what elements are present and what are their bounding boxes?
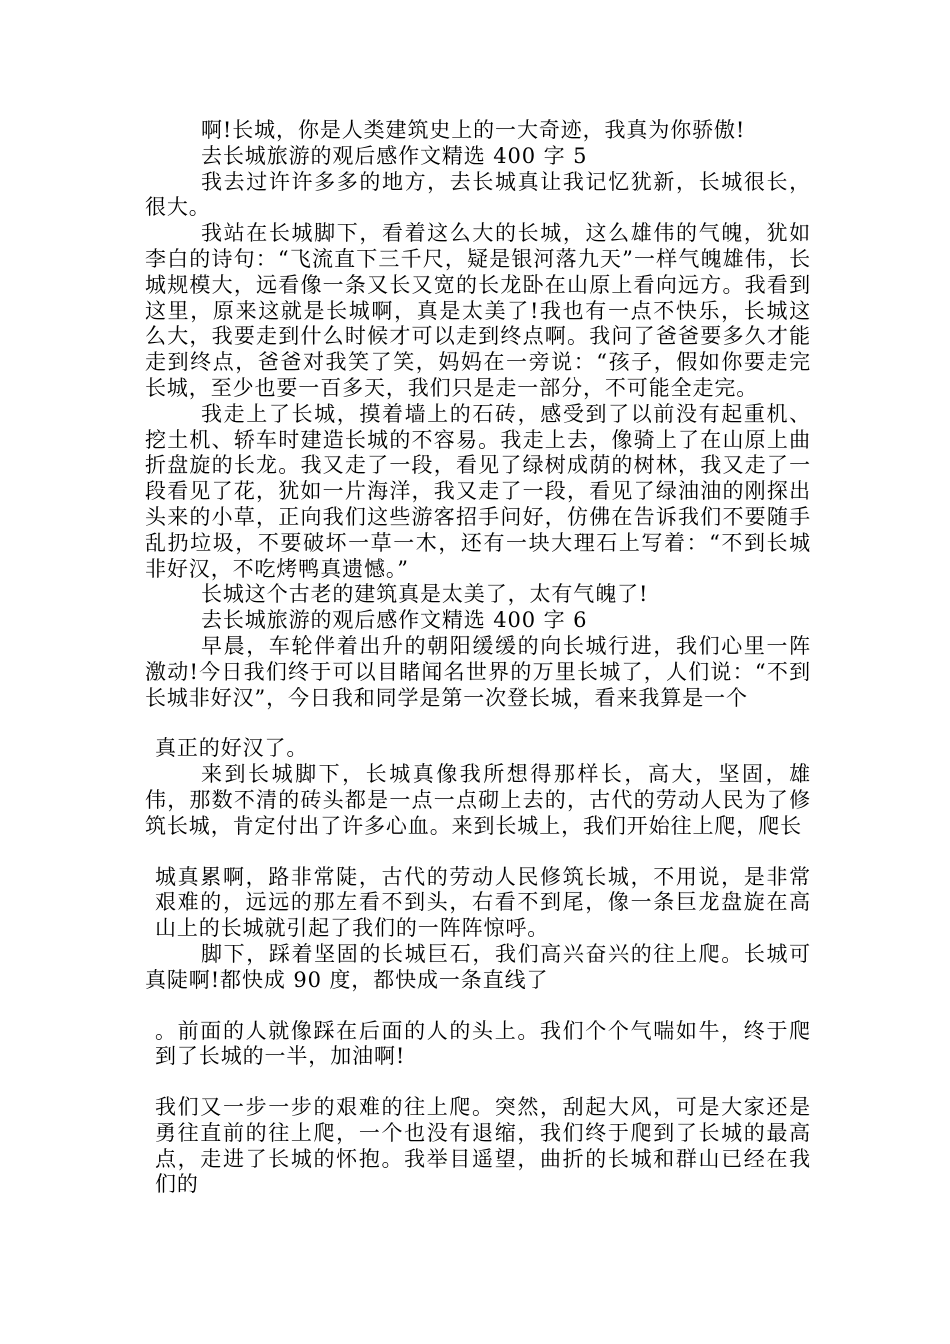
paragraph-intro: 我去过许许多多的地方，去长城真让我记忆犹新，长城很长，很大。 bbox=[145, 169, 811, 220]
paragraph-closing-exclamation: 啊!长城，你是人类建筑史上的一大奇迹，我真为你骄傲! bbox=[201, 118, 746, 142]
paragraph-true-hero: 真正的好汉了。 bbox=[155, 736, 309, 761]
paragraph-tiring-climb: 城真累啊，路非常陡，古代的劳动人民修筑长城，不用说，是非常艰难的，远远的那左看不到头，右看不到尾，像一条巨龙盘旋在高山上的长城就引起了我们的一阵阵惊呼。 bbox=[155, 864, 811, 941]
paragraph-arriving: 来到长城脚下，长城真像我所想得那样长，高大，坚固，雄伟，那数不清的砖头都是一点一点砌上去的，古代的劳动人民为了修筑长城，肯定付出了许多心血。来到长城上，我们开始往上爬，爬长 bbox=[145, 762, 811, 838]
paragraph-summit: 我们又一步一步的艰难的往上爬。突然，刮起大风，可是大家还是勇往直前的往上爬，一个也没有退缩，我们终于爬到了长城的最高点，走进了长城的怀抱。我举目遥望，曲折的长城和群山已经在我们的 bbox=[155, 1095, 811, 1197]
section-heading-5: 去长城旅游的观后感作文精选 400 字 5 bbox=[201, 143, 588, 168]
paragraph-halfway: 。前面的人就像踩在后面的人的头上。我们个个气喘如牛，终于爬到了长城的一半，加油啊! bbox=[155, 1018, 811, 1069]
document-body bbox=[145, 118, 811, 1198]
paragraph-steep-steps: 脚下，踩着坚固的长城巨石，我们高兴奋兴的往上爬。长城可真陡啊!都快成 90 度，都快成一条直线了 bbox=[145, 941, 811, 992]
section-heading-6: 去长城旅游的观后感作文精选 400 字 6 bbox=[201, 608, 588, 633]
paragraph-morning: 早晨，车轮伴着出升的朝阳缓缓的向长城行进，我们心里一阵激动!今日我们终于可以目睹闻名世界的万里长城了，人们说：“不到长城非好汉”，今日我和同学是第一次登长城，看来我算是一个 bbox=[145, 633, 811, 710]
paragraph-walking-on-wall: 我走上了长城，摸着墙上的石砖，感受到了以前没有起重机、挖土机、轿车时建造长城的不容易。我走上去，像骑上了在山原上曲折盘旋的长龙。我又走了一段，看见了绿树成荫的树林，我又走了一段看见了花，犹如一片海洋，我又走了一段，看见了绿油油的刚探出头来的小草，正向我们这些游客招手问好，仿佛在告诉我们不要随手乱扔垃圾，不要破坏一草一木，还有一块大理石上写着：“不到长城非好汉，不吃烤鸭真遗憾。” bbox=[145, 401, 811, 581]
paragraph-foot-of-wall: 我站在长城脚下，看着这么大的长城，这么雄伟的气魄，犹如李白的诗句：“飞流直下三千尺，疑是银河落九天”一样气魄雄伟，长城规模大，远看像一条又长又宽的长龙卧在山原上看向远方。我看到这里，原来这就是长城啊，真是太美了!我也有一点不快乐，长城这么大，我要走到什么时候才可以走到终点啊。我问了爸爸要多久才能走到终点，爸爸对我笑了笑，妈妈在一旁说：“孩子，假如你要走完长城，至少也要一百多天，我们只是走一部分，不可能全走完。 bbox=[145, 221, 811, 400]
paragraph-ancient-building: 长城这个古老的建筑真是太美了，太有气魄了! bbox=[201, 582, 649, 607]
